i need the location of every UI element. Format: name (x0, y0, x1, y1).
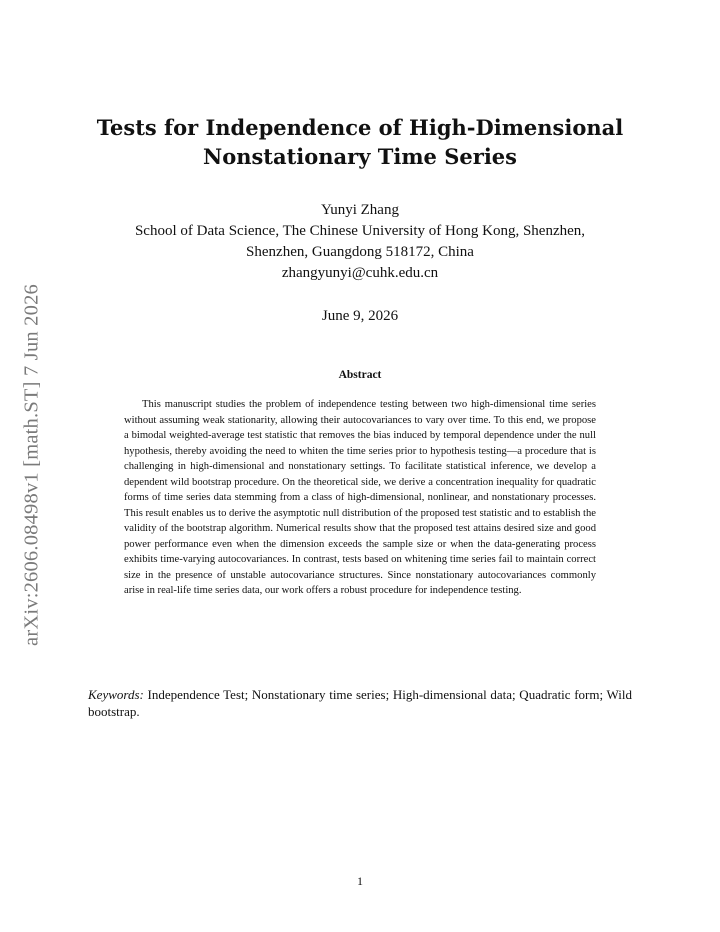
author-affiliation-line-1: School of Data Science, The Chinese University of Hong Kong, Shenzhen, (134, 223, 586, 239)
abstract-body: This manuscript studies the problem of independence testing between two high-dimensional time series without assuming weak stationarity, allowing their autocovariances to vary over time. To this end, we propose a bimodal weighted-average test statistic that removes the bias induced by temporal dependence under the null hypothesis, thereby avoiding the need to whiten the time series prior to hypothesis testing—a procedure that is challenging in high-dimensional and nonstationary settings. To facilitate statistical inference, we develop a dependent wild bootstrap procedure. On the theoretical side, we derive a concentration inequality for quadratic forms of time series data stemming from a class of high-dimensional, nonlinear, and nonstationary processes. This result enables us to derive the asymptotic null distribution of the proposed test statistic and to establish the validity of the bootstrap algorithm. Numerical results show that the proposed test attains desired size and good power performance even when the dimension exceeds the sample size or when the data-generating process exhibits time-varying autocovariances. In contrast, tests based on whitening time series fail to maintain correct size in the presence of unstable autocovariance structures. Since nonstationary autocovariances commonly arise in real-life time series data, our work offers a robust procedure for independence testing. (124, 399, 596, 596)
keywords-text: Independence Test; Nonstationary time series; High-dimensional data; Quadratic form; Wild bootstrap. (88, 687, 633, 719)
arxiv-identifier: arXiv:2606.08498v1 [math.ST] 7 Jun 2026 (20, 284, 43, 646)
paper-date: June 9, 2026 (321, 308, 399, 324)
keywords (88, 686, 632, 720)
author-email: zhangyunyi@cuhk.edu.cn (281, 265, 439, 281)
title-line-1: Tests for Independence of High-Dimensional (96, 115, 624, 140)
author-affiliation-line-2: Shenzhen, Guangdong 518172, China (246, 244, 474, 260)
title-line-2: Nonstationary Time Series (203, 144, 517, 169)
author-name: Yunyi Zhang (321, 202, 399, 218)
paper-title (60, 113, 660, 171)
keywords-label: Keywords: (88, 687, 144, 702)
author-block (60, 200, 660, 284)
abstract-heading: Abstract (338, 369, 382, 381)
page-number: 1 (357, 874, 363, 888)
